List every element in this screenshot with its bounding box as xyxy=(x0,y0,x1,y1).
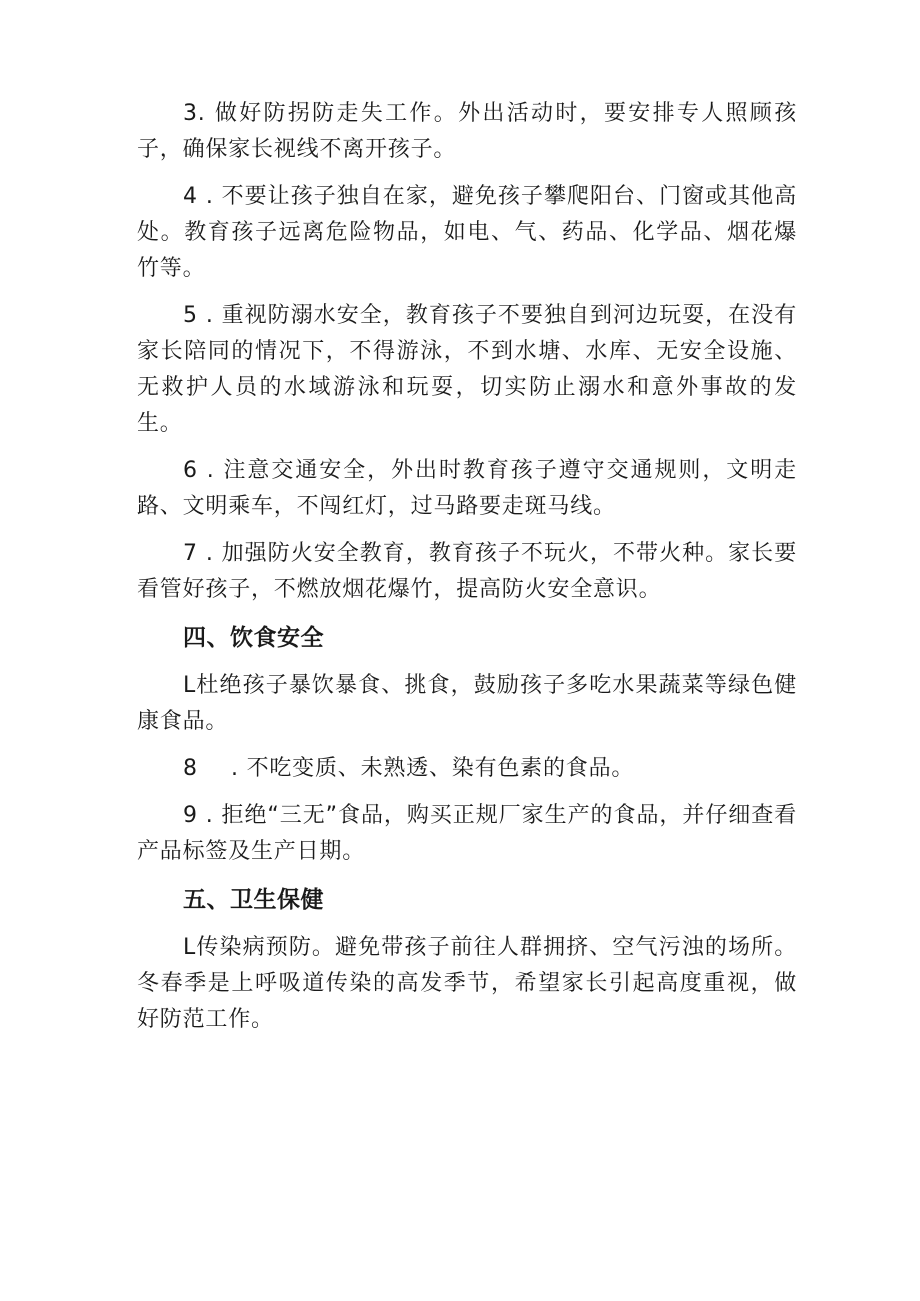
paragraph-food-item-1: L杜绝孩子暴饮暴食、挑食，鼓励孩子多吃水果蔬菜等绿色健康食品。 xyxy=(137,673,797,734)
paragraph-food-item-8 xyxy=(137,751,797,787)
paragraph-item-3: 3. 做好防拐防走失工作。外出活动时，要安排专人照顾孩子，确保家长视线不离开孩子。 xyxy=(137,101,797,162)
paragraph-item-4: 4 . 不要让孩子独自在家，避免孩子攀爬阳台、门窗或其他高处。教育孩子远离危险物品，如电、气、药品、化学品、烟花爆竹等。 xyxy=(137,184,797,281)
item-number: 8 xyxy=(183,756,198,781)
paragraph-food-item-9: 9 . 拒绝“三无”食品，购买正规厂家生产的食品，并仔细查看产品标签及生产日期。 xyxy=(137,803,797,864)
section-heading-food-safety: 四、饮食安全 xyxy=(183,625,324,651)
paragraph-health-item-1: L传染病预防。避免带孩子前往人群拥挤、空气污浊的场所。冬春季是上呼吸道传染的高发季节，希望家长引起高度重视，做好防范工作。 xyxy=(137,935,797,1032)
paragraph-item-5: 5 . 重视防溺水安全，教育孩子不要独自到河边玩耍，在没有家长陪同的情况下，不得游泳，不到水塘、水库、无安全设施、无救护人员的水域游泳和玩耍，切实防止溺水和意外事故的发生。 xyxy=(137,303,797,436)
paragraph-item-6: 6 . 注意交通安全，外出时教育孩子遵守交通规则，文明走路、文明乘车，不闯红灯，过马路要走斑马线。 xyxy=(137,458,797,519)
document-body xyxy=(137,96,797,1038)
item-text: . 不吃变质、未熟透、染有色素的食品。 xyxy=(231,756,635,781)
section-heading-health-care: 五、卫生保健 xyxy=(183,887,324,913)
paragraph-item-7: 7 . 加强防火安全教育，教育孩子不玩火，不带火种。家长要看管好孩子，不燃放烟花爆竹，提高防火安全意识。 xyxy=(137,541,797,602)
